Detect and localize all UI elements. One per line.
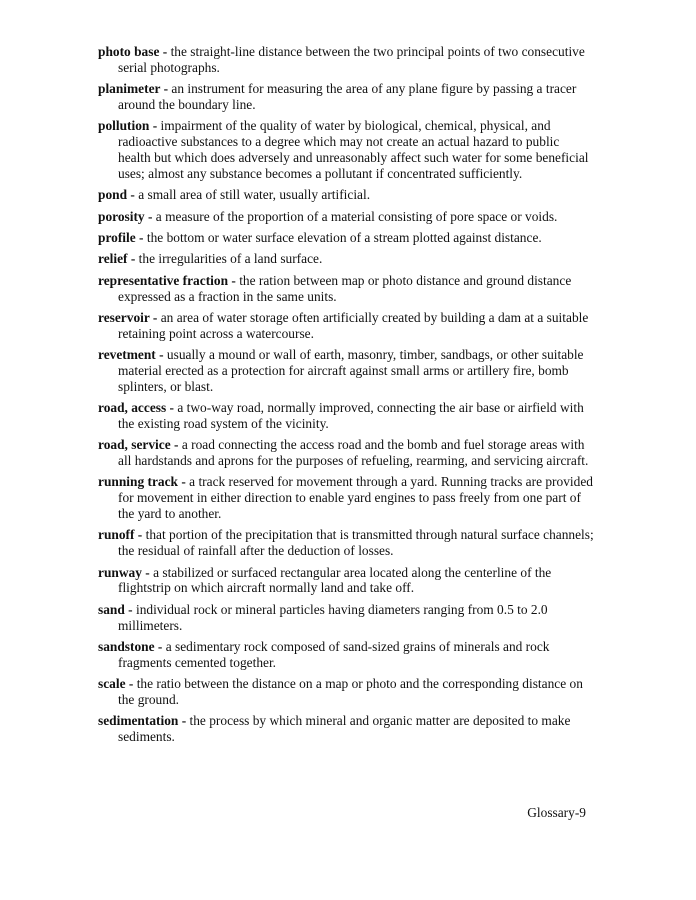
glossary-definition: that portion of the precipitation that is transmitted through natural surface channels; the residual of rainfall after the deduction of losses. — [118, 527, 594, 559]
glossary-term: planimeter - — [98, 81, 169, 97]
page-number: Glossary-9 — [527, 805, 586, 820]
glossary-definition: usually a mound or wall of earth, masonry, timber, sandbags, or other suitable material erected as a protection for aircraft against small arms or artillery fire, bomb splinters, or blast. — [118, 347, 584, 394]
glossary-term: sedimentation - — [98, 713, 187, 729]
glossary-definition: a track reserved for movement through a yard. Running tracks are provided for movement in either direction to enable yard engines to pass freely from one part of the yard to another. — [118, 474, 593, 522]
glossary-term: pond - — [98, 187, 135, 203]
glossary-entry — [98, 209, 594, 225]
glossary-entry — [98, 310, 594, 342]
glossary-term: profile - — [98, 229, 144, 245]
glossary-entry — [98, 347, 594, 394]
glossary-term: representative fraction - — [98, 272, 236, 288]
glossary-definition: the bottom or water surface elevation of a stream plotted against distance. — [146, 229, 542, 245]
glossary-term: scale - — [98, 676, 134, 692]
glossary-term: sandstone - — [98, 639, 163, 654]
glossary-entry — [98, 602, 594, 634]
glossary-definition: an area of water storage often artificially created by building a dam at a suitable retaining point across a watercourse. — [118, 309, 589, 341]
glossary-entry — [98, 713, 594, 745]
glossary-entry — [98, 639, 594, 671]
glossary-definition: a sedimentary rock composed of sand-sized grains of minerals and rock fragments cemented together. — [118, 639, 550, 670]
glossary-definition: the ratio between the distance on a map or photo and the corresponding distance on the ground. — [118, 676, 583, 707]
glossary-entry — [98, 251, 594, 267]
glossary-definition: an instrument for measuring the area of any plane figure by passing a tracer around the boundary line. — [118, 81, 577, 112]
glossary-definition: a small area of still water, usually artificial. — [138, 187, 371, 203]
glossary-entry — [98, 565, 594, 597]
glossary-entry — [98, 273, 594, 305]
glossary-entry — [98, 400, 594, 432]
glossary-entry — [98, 527, 594, 559]
glossary-list — [98, 44, 594, 751]
glossary-term: revetment - — [98, 347, 164, 363]
glossary-term: sand - — [98, 601, 133, 617]
glossary-term: reservoir - — [98, 309, 158, 325]
glossary-term: road, access - — [98, 400, 174, 416]
glossary-entry — [98, 437, 594, 469]
glossary-term: runoff - — [98, 527, 143, 543]
glossary-definition: a measure of the proportion of a material consisting of pore space or voids. — [155, 208, 558, 224]
glossary-entry — [98, 474, 594, 521]
glossary-entry — [98, 44, 594, 76]
glossary-definition: a two-way road, normally improved, connecting the air base or airfield with the existing road system of the vicinity. — [118, 400, 584, 431]
glossary-term: relief - — [98, 251, 136, 267]
glossary-definition: a road connecting the access road and the bomb and fuel storage areas with all hardstands and aprons for the purposes of refueling, rearming, and servicing aircraft. — [118, 437, 589, 469]
glossary-definition: the process by which mineral and organic matter are deposited to make sediments. — [118, 713, 571, 745]
glossary-entry — [98, 676, 594, 708]
glossary-definition: individual rock or mineral particles having diameters ranging from 0.5 to 2.0 millimeters. — [118, 601, 548, 633]
glossary-entry — [98, 118, 594, 181]
glossary-term: porosity - — [98, 208, 153, 224]
glossary-term: pollution - — [98, 118, 158, 134]
glossary-definition: impairment of the quality of water by biological, chemical, physical, and radioactive substances to a degree which may not create an actual hazard to public health but which does adversely and unreasonably affect such water for some beneficial uses; almost any substance becomes a pollutant if concentrated sufficiently. — [118, 118, 589, 181]
glossary-definition: a stabilized or surfaced rectangular area located along the centerline of the flightstrip on which aircraft normally land and take off. — [118, 564, 552, 596]
glossary-term: running track - — [98, 474, 186, 490]
glossary-entry — [98, 81, 594, 113]
glossary-entry — [98, 230, 594, 246]
glossary-term: photo base - — [98, 44, 168, 59]
glossary-term: road, service - — [98, 437, 179, 453]
glossary-definition: the ration between map or photo distance and ground distance expressed as a fraction in the same units. — [118, 272, 572, 304]
glossary-definition: the irregularities of a land surface. — [138, 251, 323, 267]
glossary-definition: the straight-line distance between the two principal points of two consecutive serial photographs. — [118, 44, 585, 75]
glossary-term: runway - — [98, 564, 150, 580]
glossary-entry — [98, 187, 594, 203]
